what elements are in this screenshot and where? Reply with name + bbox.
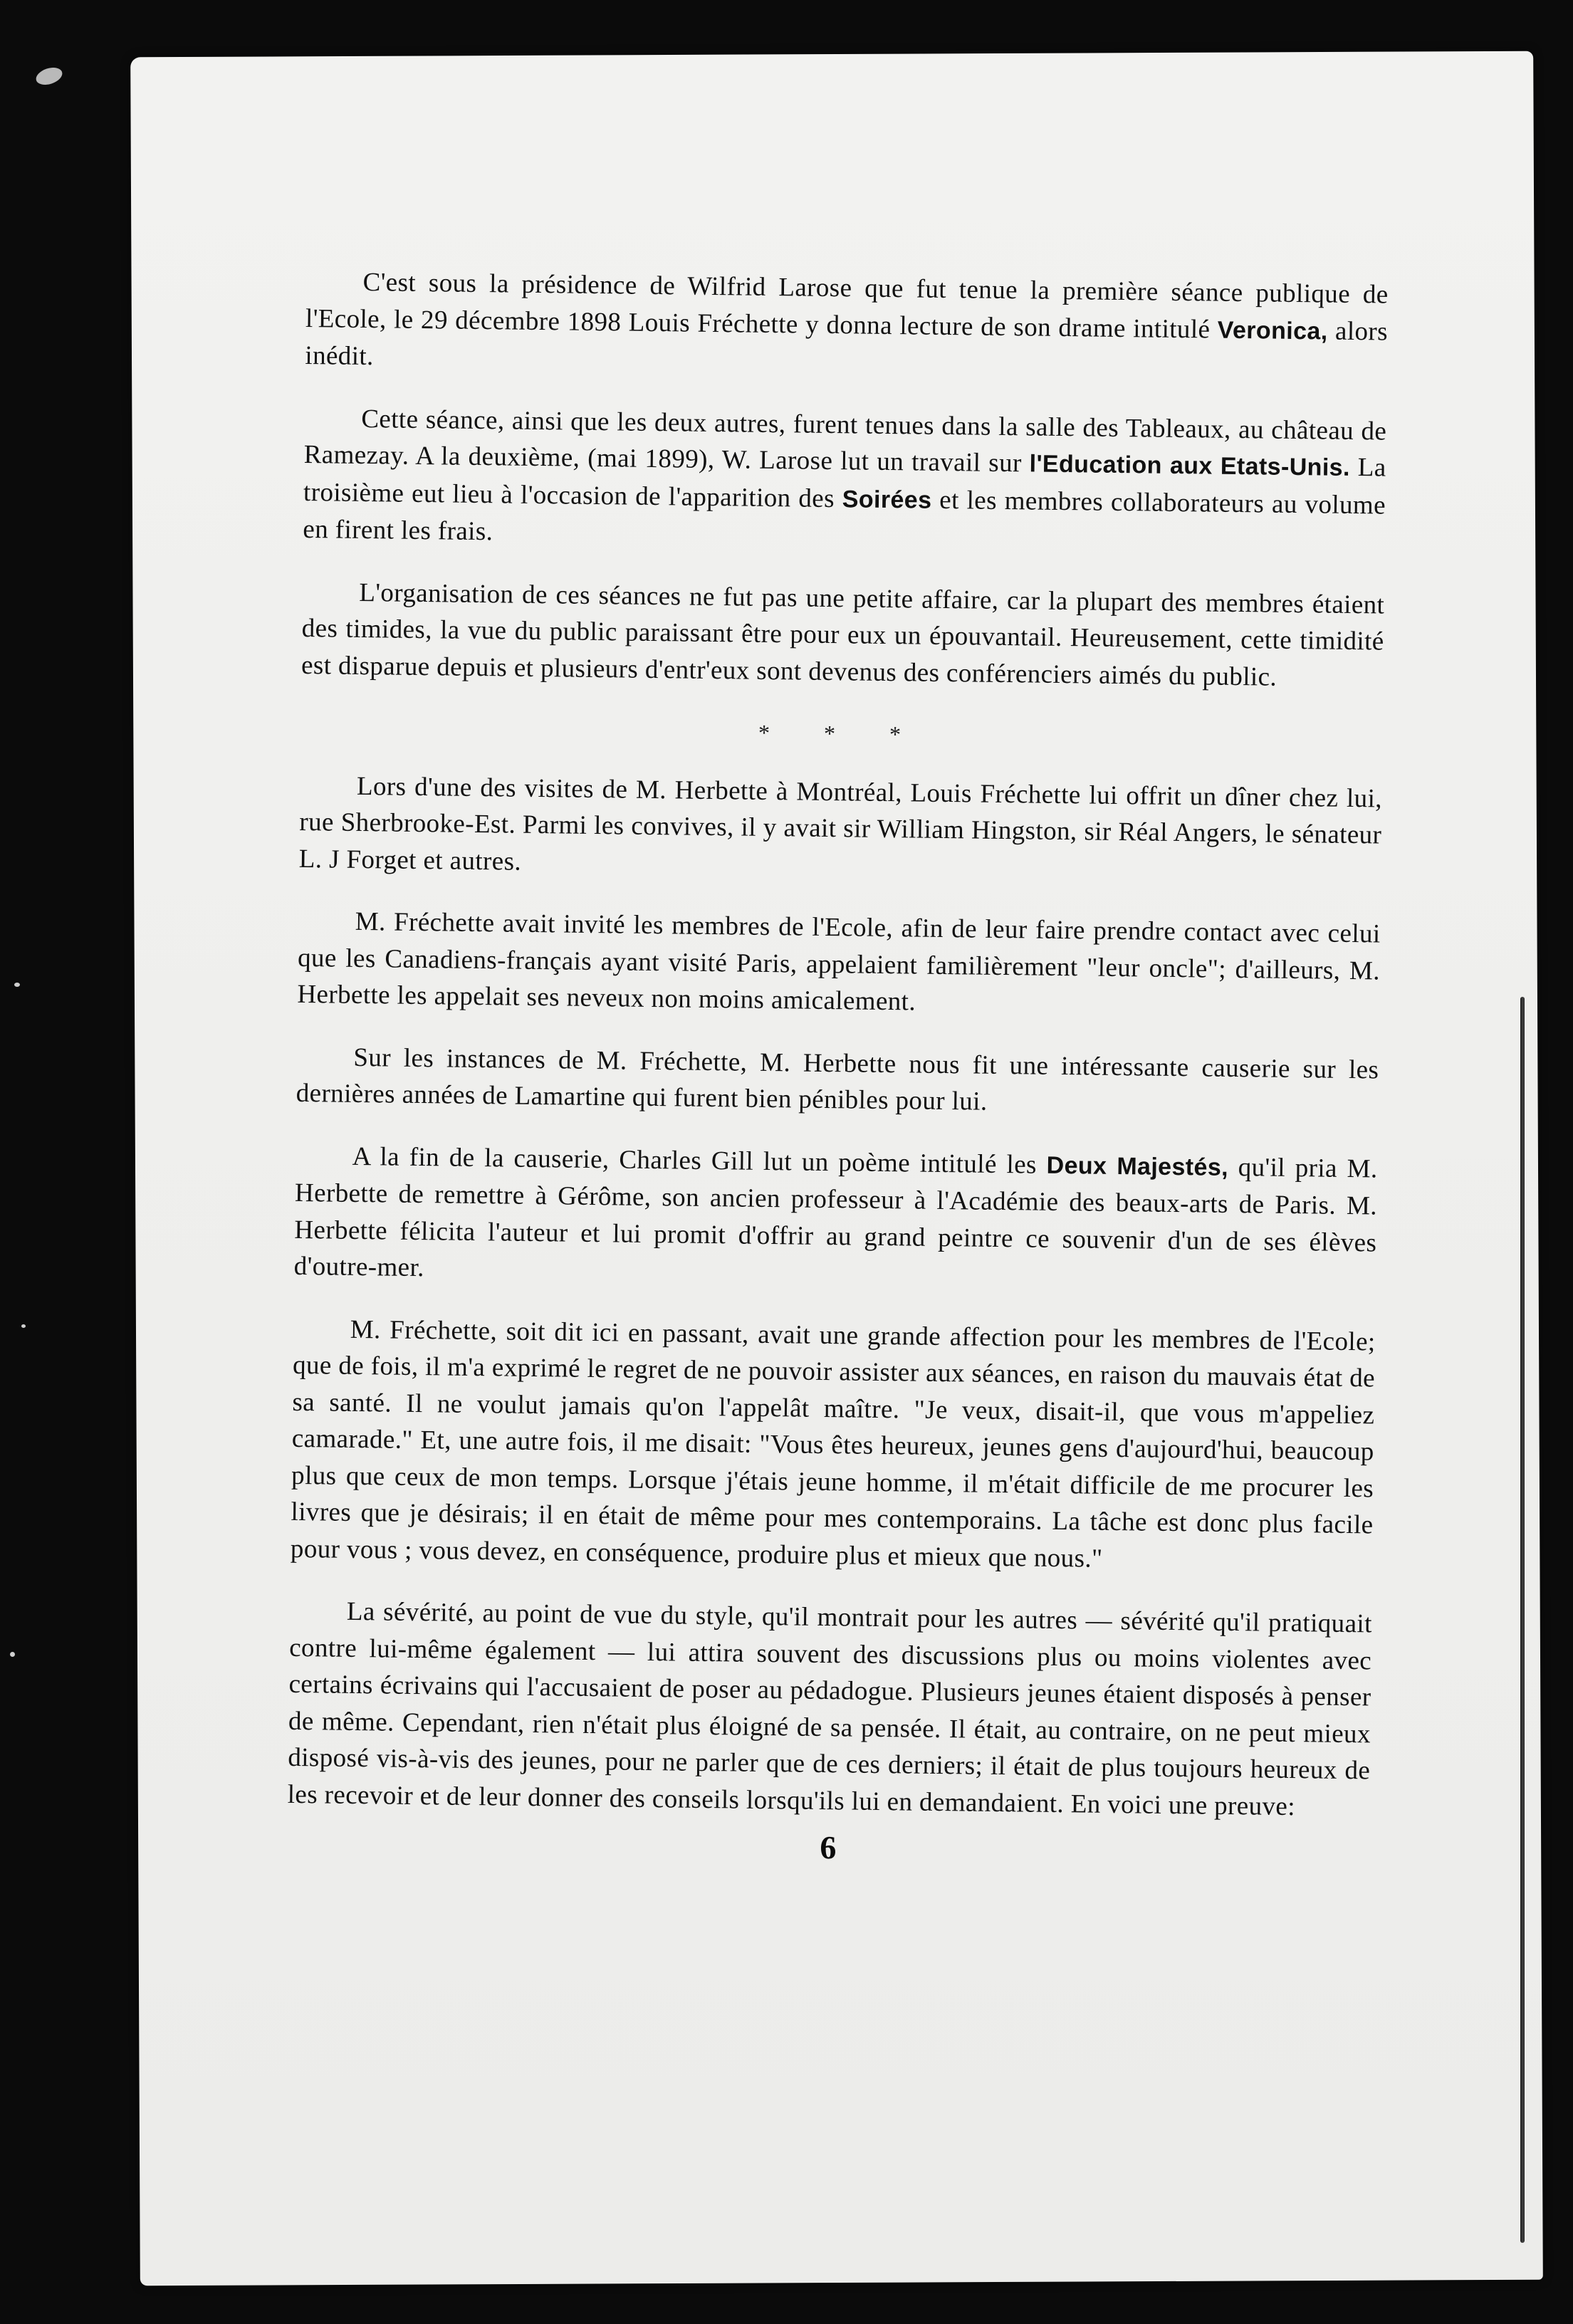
paragraph-text: qu'il pria M. Herbette de remettre à Gérôme, son ancien professeur à l'Académie des beaux-arts de Paris. M. Herbette félicita l'auteur et lui promit d'offrir au grand peintre ce souvenir d'un de ses élèves d'outre-mer.	[293, 1152, 1378, 1283]
paragraph	[305, 263, 1389, 387]
paragraph-text: A la fin de la causerie, Charles Gill lut un poème intitulé les	[352, 1141, 1047, 1180]
paragraph: Lors d'une des visites de M. Herbette à Montréal, Louis Fréchette lui offrit un dîner chez lui, rue Sherbrooke-Est. Parmi les convives, il y avait sir William Hingston, sir Réal Angers, le sénateur L. J Forget et autres.	[298, 771, 1383, 876]
paragraph-text: alors inédit.	[305, 316, 1389, 372]
paragraph: Sur les instances de M. Fréchette, M. Herbette nous fit une intéressante causerie sur les dernières années de Lamartine qui furent bien pénibles pour lui.	[296, 1042, 1379, 1116]
page-fold-edge	[1520, 997, 1525, 2243]
paragraph-text: et les membres collaborateurs au volume en firent les frais.	[303, 485, 1386, 547]
paragraph-text: Cette séance, ainsi que les deux autres, furent tenues dans la salle des Tableaux, au château de Ramezay. A la deuxième, (mai 1899), W. Larose lut un travail sur	[303, 404, 1387, 478]
paragraph-text: La troisième eut lieu à l'occasion de l'apparition des	[303, 452, 1386, 513]
bold-title: l'Education aux Etats-Unis.	[1029, 450, 1351, 481]
scan-speck	[14, 983, 20, 987]
scan-speck	[21, 1324, 26, 1328]
bold-title: Deux Majestés,	[1046, 1151, 1229, 1181]
bold-title: Soirées	[842, 485, 932, 514]
paragraph	[303, 399, 1386, 561]
section-separator: * * *	[758, 719, 926, 748]
paragraph-text: C'est sous la présidence de Wilfrid Larose que fut tenue la première séance publique de l'Ecole, le 29 décembre 1898 Louis Fréchette y donna lecture de son drame intitulé	[305, 267, 1389, 345]
page-text	[287, 263, 1389, 1873]
paragraph: L'organisation de ces séances ne fut pas une petite affaire, car la plupart des membres étaient des timides, la vue du public paraissant être pour eux un épouvantail. Heureusement, cette timidité est disparue depuis et plusieurs d'entr'eux sont devenus des conférenciers aimés du public.	[301, 577, 1385, 692]
scan-speck	[10, 1652, 15, 1657]
bold-title: Veronica,	[1217, 316, 1328, 345]
paragraph: La sévérité, au point de vue du style, qu'il montrait pour les autres — sévérité qu'il pratiquait contre lui-même également — lui attira souvent des discussions plus ou moins violentes avec certains écrivains qui l'accusaient de poser au pédadogue. Plusieurs jeunes étaient disposés à penser de même. Cependant, rien n'était plus éloigné de sa pensée. Il était, au contraire, on ne peut mieux disposé vis-à-vis des jeunes, pour ne parler que de ces derniers; il était de plus toujours heureux de les recevoir et de leur donner des conseils lorsqu'ils lui en demandaient. En voici une preuve:	[287, 1596, 1373, 1821]
paragraph: M. Fréchette, soit dit ici en passant, avait une grande affection pour les membres de l'Ecole; que de fois, il m'a exprimé le regret de ne pouvoir assister aux séances, en raison du mauvais état de sa santé. Il ne voulut jamais qu'on l'appelât maître. "Je veux, disait-il, que vous m'appeliez camarade." Et, une autre fois, il me disait: "Vous êtes heureux, jeunes gens d'aujourd'hui, beaucoup plus que ceux de mon temps. Lorsque j'étais jeune homme, il m'était difficile de me procurer les livres que je désirais; il en était de même pour mes contemporains. La tâche est donc plus facile pour vous ; vous devez, en conséquence, produire plus et mieux que nous."	[290, 1314, 1376, 1574]
page-number: 6	[820, 1828, 837, 1866]
scan-artifact	[34, 65, 65, 88]
paragraph	[293, 1137, 1377, 1298]
paragraph: M. Fréchette avait invité les membres de l'Ecole, afin de leur faire prendre contact avec celui que les Canadiens-français ayant visité Paris, appelaient familièrement "leur oncle"; d'ailleurs, M. Herbette les appelait ses neveux non moins amicalement.	[297, 906, 1381, 1017]
